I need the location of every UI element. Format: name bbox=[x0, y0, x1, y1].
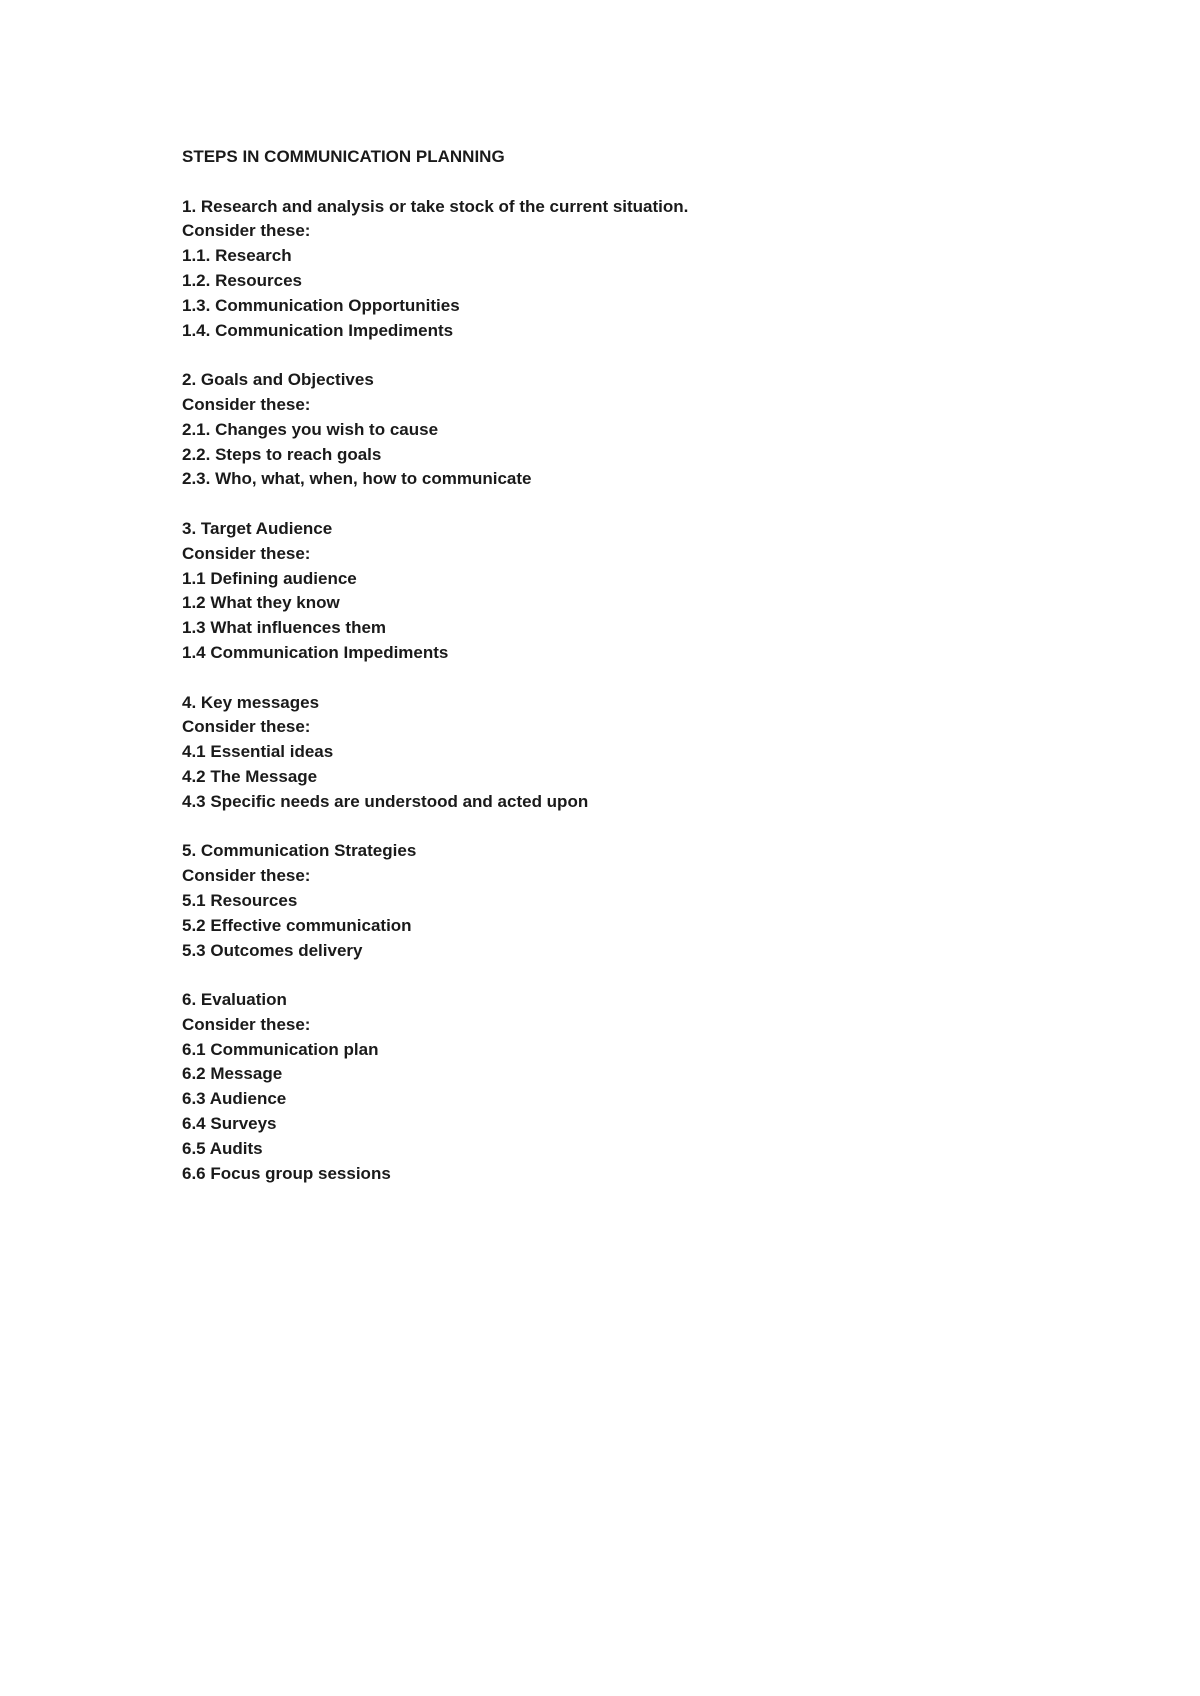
section-heading: 4. Key messages bbox=[182, 692, 320, 712]
list-item: 5.2 Effective communication bbox=[182, 915, 412, 935]
list-item: 5.1 Resources bbox=[182, 890, 298, 910]
list-item: 5.3 Outcomes delivery bbox=[182, 940, 363, 960]
section-target-audience bbox=[182, 517, 1082, 666]
section-heading: 6. Evaluation bbox=[182, 990, 287, 1010]
list-item: 6.1 Communication plan bbox=[182, 1039, 379, 1059]
document-title: STEPS IN COMMUNICATION PLANNING bbox=[182, 147, 505, 166]
consider-label: Consider these: bbox=[182, 394, 311, 414]
section-heading: 1. Research and analysis or take stock of the current situation. bbox=[182, 196, 689, 216]
section-heading: 3. Target Audience bbox=[182, 518, 333, 538]
section-heading: 5. Communication Strategies bbox=[182, 841, 417, 861]
list-item: 4.1 Essential ideas bbox=[182, 742, 334, 762]
list-item: 1.2. Resources bbox=[182, 270, 303, 290]
list-item: 1.1. Research bbox=[182, 246, 292, 266]
list-item: 1.1 Defining audience bbox=[182, 568, 357, 588]
consider-label: Consider these: bbox=[182, 866, 311, 886]
section-evaluation bbox=[182, 988, 1082, 1186]
list-item: 2.1. Changes you wish to cause bbox=[182, 419, 439, 439]
list-item: 1.2 What they know bbox=[182, 593, 340, 613]
list-item: 4.2 The Message bbox=[182, 766, 318, 786]
list-item: 1.3. Communication Opportunities bbox=[182, 295, 460, 315]
list-item: 6.6 Focus group sessions bbox=[182, 1163, 391, 1183]
list-item: 1.3 What influences them bbox=[182, 618, 387, 638]
list-item: 1.4 Communication Impediments bbox=[182, 642, 449, 662]
consider-label: Consider these: bbox=[182, 717, 311, 737]
consider-label: Consider these: bbox=[182, 543, 311, 563]
consider-label: Consider these: bbox=[182, 1014, 311, 1034]
section-goals bbox=[182, 368, 1082, 492]
list-item: 4.3 Specific needs are understood and acted upon bbox=[182, 791, 589, 811]
list-item: 6.3 Audience bbox=[182, 1089, 287, 1109]
list-item: 1.4. Communication Impediments bbox=[182, 320, 454, 340]
consider-label: Consider these: bbox=[182, 221, 311, 241]
list-item: 6.5 Audits bbox=[182, 1138, 263, 1158]
section-heading: 2. Goals and Objectives bbox=[182, 370, 374, 390]
list-item: 6.4 Surveys bbox=[182, 1114, 277, 1134]
section-research bbox=[182, 195, 1082, 344]
list-item: 2.2. Steps to reach goals bbox=[182, 444, 382, 464]
list-item: 2.3. Who, what, when, how to communicate bbox=[182, 469, 532, 489]
section-communication-strategies bbox=[182, 839, 1082, 963]
section-key-messages bbox=[182, 691, 1082, 815]
list-item: 6.2 Message bbox=[182, 1064, 283, 1084]
document-body bbox=[182, 145, 1082, 1186]
